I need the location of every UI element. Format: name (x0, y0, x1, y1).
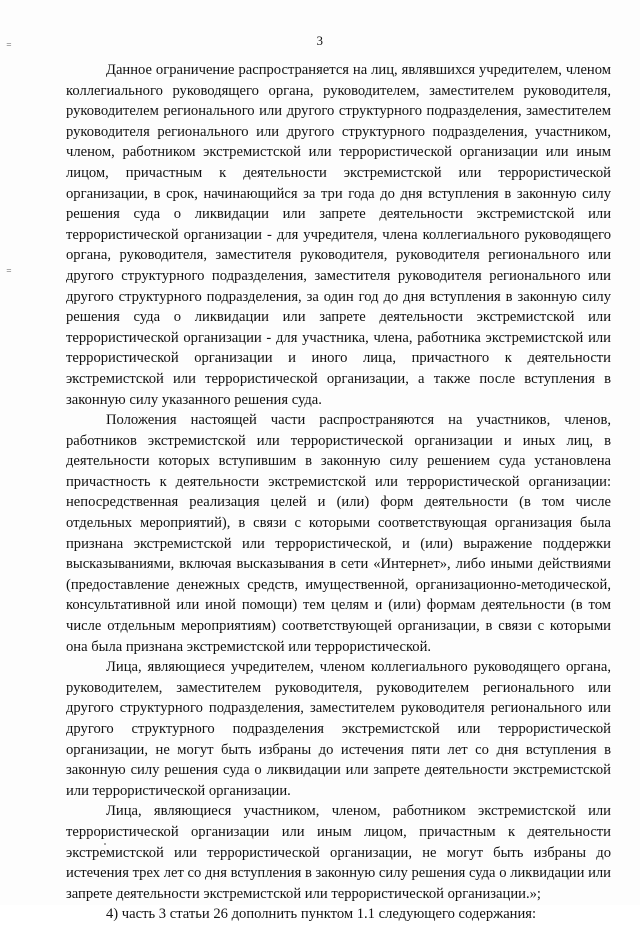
margin-binding-mark: ⁼ (6, 41, 12, 53)
paragraph: Лица, являющиеся учредителем, членом коллегиального руководящего органа, руководителем, заместителем руководителя, руководителем регионального или другого структурного подразделения, заместителем руководителя регионального или другого структурного подразделения экстремистской или террористической организации, не могут быть избраны до истечения пяти лет со дня вступления в законную силу решения суда о ликвидации или запрете деятельности экстремистской или террористической организации. (66, 659, 611, 799)
paragraph: Данное ограничение распространяется на лиц, являвшихся учредителем, членом коллегиального руководящего органа, руководителем, заместителем руководителя, руководителем регионального или другого структурного подразделения, заместителем руководителя регионального или другого структурного подразделения, участником, членом, работником экстремистской или террористической организации или иным лицом, причастным к деятельности экстремистской или террористической организации, в срок, начинающийся за три года до дня вступления в законную силу решения суда о ликвидации или запрете деятельности экстремистской или террористической организации - для учредителя, члена коллегиального руководящего органа, руководителя, заместителя руководителя, руководителя регионального или другого структурного подразделения, заместителя руководителя регионального или другого структурного подразделения, за один год до дня вступления в законную силу решения суда о ликвидации или запрете деятельности экстремистской или террористической организации - для участника, члена, работника экстремистской или террористической организации и иного лица, причастного к деятельности экстремистской или террористической организации, а также после вступления в законную силу указанного решения суда. (66, 62, 611, 408)
paragraph: 4) часть 3 статьи 26 дополнить пунктом 1.1 следующего содержания: (106, 906, 537, 923)
page-number: 3 (316, 33, 324, 48)
paragraph: Лица, являющиеся участником, членом, работником экстремистской или террористической организации или иным лицом, причастным к деятельности экстремистской или террористической организации, не могут быть избраны до истечения трех лет со дня вступления в законную силу решения суда о ликвидации или запрете деятельности экстремистской или террористической организации.»; (66, 803, 611, 902)
paragraph: Положения настоящей части распространяются на участников, членов, работников экстремистской или террористической организации и иных лиц, в деятельности которых вступившим в законную силу решением суда установлена причастность к деятельности экстремистской или террористической организации: непосредственная реализация целей и (или) форм деятельности (в том числе отдельных мероприятий), в связи с которыми соответствующая организация была признана экстремистской или террористической, и (или) выражение поддержки высказываниями, включая высказывания в сети «Интернет», либо иными действиями (предоставление денежных средств, имущественной, организационно-методической, консультативной или иной помощи) тем целям и (или) формам деятельности (в том числе отдельным мероприятиям) соответствующей организации, в связи с которыми она была признана экстремистской или террористической. (66, 412, 611, 655)
document-body (66, 60, 611, 925)
margin-binding-mark: ⁼ (6, 267, 12, 279)
